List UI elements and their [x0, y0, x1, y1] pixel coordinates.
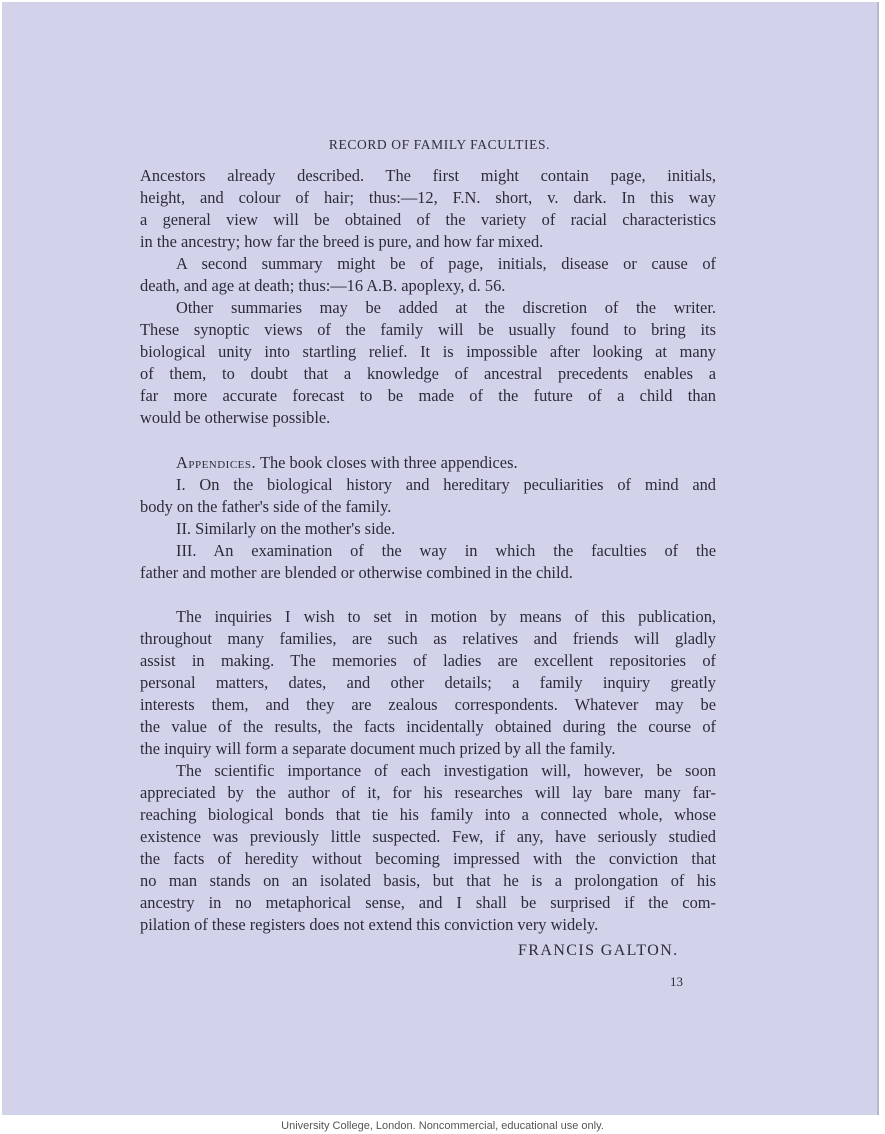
text-line: would be otherwise possible. — [140, 408, 331, 427]
paragraph-other-summaries — [140, 297, 716, 429]
text-line: Other summaries may be added at the discretion of the writer. — [176, 298, 716, 317]
text-line: a general view will be obtained of the variety of racial characteristics — [140, 210, 716, 229]
appendix-line: III. An examination of the way in which the faculties of the — [176, 541, 716, 560]
text-line: appreciated by the author of it, for his researches will lay bare many far- — [140, 783, 716, 802]
document-page — [2, 2, 879, 1115]
text-line: height, and colour of hair; thus:—12, F.N. short, v. dark. In this way — [140, 188, 716, 207]
appendix-line: body on the father's side of the family. — [140, 497, 392, 516]
text-line: death, and age at death; thus:—16 A.B. apoplexy, d. 56. — [140, 276, 506, 295]
appendix-line: I. On the biological history and hereditary peculiarities of mind and — [176, 475, 716, 494]
text-line: in the ancestry; how far the breed is pure, and how far mixed. — [140, 232, 544, 251]
text-line: the facts of heredity without becoming impressed with the conviction that — [140, 849, 716, 868]
text-line: the value of the results, the facts incidentally obtained during the course of — [140, 717, 716, 736]
page-number: 13 — [670, 974, 683, 989]
appendix-line: II. Similarly on the mother's side. — [176, 519, 396, 538]
text-line: ancestry in no metaphorical sense, and I shall be surprised if the com- — [140, 893, 716, 912]
text-line: pilation of these registers does not extend this conviction very widely. — [140, 915, 599, 934]
text-line: assist in making. The memories of ladies are excellent repositories of — [140, 651, 716, 670]
text-line: no man stands on an isolated basis, but that he is a prolongation of his — [140, 871, 716, 890]
text-line: The inquiries I wish to set in motion by means of this publication, — [176, 607, 716, 626]
running-header: RECORD OF FAMILY FACULTIES. — [328, 137, 551, 152]
text-line: of them, to doubt that a knowledge of ancestral precedents enables a — [140, 364, 716, 383]
copyright-footer: University College, London. Noncommercial, educational use only. — [281, 1120, 604, 1132]
appendix-line: father and mother are blended or otherwise combined in the child. — [140, 563, 573, 582]
paragraph-inquiries — [140, 606, 716, 760]
paragraph-scientific-importance — [140, 760, 716, 936]
text-line: The scientific importance of each investigation will, however, be soon — [176, 761, 716, 780]
appendices-label: Appendices. — [176, 453, 257, 472]
appendices-section — [140, 452, 716, 584]
text-line: existence was previously little suspected. Few, if any, have seriously studied — [140, 827, 716, 846]
text-line: personal matters, dates, and other details; a family inquiry greatly — [140, 673, 716, 692]
text-line: Ancestors already described. The first might contain page, initials, — [140, 166, 716, 185]
text-line: biological unity into startling relief. It is impossible after looking at many — [140, 342, 716, 361]
paragraph-second-summary — [140, 253, 716, 297]
text-line: These synoptic views of the family will be usually found to bring its — [140, 320, 716, 339]
appendices-intro: The book closes with three appendices. — [259, 453, 518, 472]
text-line: the inquiry will form a separate document much prized by all the family. — [140, 739, 616, 758]
paragraph-ancestors-summary — [140, 165, 716, 253]
text-line: far more accurate forecast to be made of the future of a child than — [140, 386, 716, 405]
text-line: throughout many families, are such as relatives and friends will gladly — [140, 629, 716, 648]
text-line: reaching biological bonds that tie his family into a connected whole, whose — [140, 805, 716, 824]
appendices-heading-line — [140, 452, 716, 474]
text-line: interests them, and they are zealous correspondents. Whatever may be — [140, 695, 716, 714]
text-line: A second summary might be of page, initials, disease or cause of — [176, 254, 716, 273]
author-signature: FRANCIS GALTON. — [518, 942, 679, 959]
